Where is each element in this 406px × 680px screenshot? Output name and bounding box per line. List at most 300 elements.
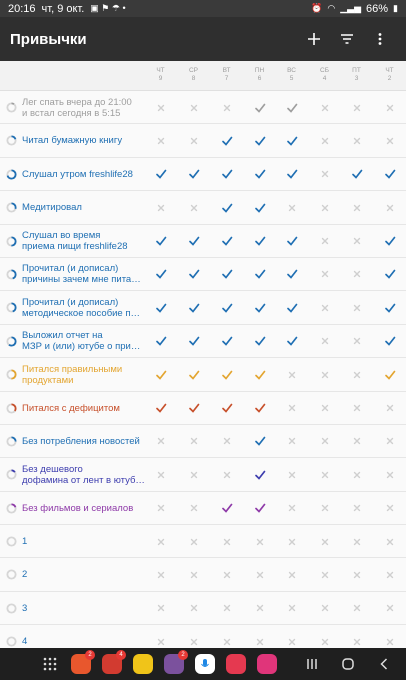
checkmark-icon xyxy=(254,168,266,180)
habit-day-checkbox[interactable] xyxy=(243,325,276,358)
habit-progress-ring xyxy=(6,603,17,614)
day-number: 3 xyxy=(354,75,359,82)
viber-icon[interactable] xyxy=(164,654,184,674)
day-abbr: ВС xyxy=(287,67,296,74)
habit-row[interactable] xyxy=(0,225,406,258)
more-vert-icon xyxy=(373,32,387,46)
notification-icons: ▣ ⚑ ☂ • xyxy=(90,3,126,13)
habit-progress-ring xyxy=(6,469,17,480)
habit-day-checkbox[interactable] xyxy=(275,392,308,425)
habit-day-checkbox[interactable] xyxy=(275,158,308,191)
habit-day-checkbox[interactable] xyxy=(275,91,308,124)
habit-day-checkbox[interactable] xyxy=(177,191,210,224)
day-abbr: ПТ xyxy=(352,67,361,74)
habit-day-checkbox[interactable] xyxy=(177,592,210,625)
habit-day-checkbox[interactable] xyxy=(308,492,341,525)
day-column-header xyxy=(275,67,308,83)
habit-name: 4 xyxy=(22,636,28,648)
habit-day-checkbox[interactable] xyxy=(243,191,276,224)
checkmark-icon xyxy=(384,335,396,347)
habit-row[interactable] xyxy=(0,392,406,425)
filter-icon xyxy=(340,32,354,46)
habit-day-checkbox[interactable] xyxy=(340,91,373,124)
habit-row[interactable] xyxy=(0,258,406,291)
checkmark-icon xyxy=(221,302,233,314)
checkmark-icon xyxy=(221,402,233,414)
habit-day-checkbox[interactable] xyxy=(340,425,373,458)
habit-day-checkbox[interactable] xyxy=(210,392,243,425)
add-icon xyxy=(307,32,321,46)
habit-day-checkbox[interactable] xyxy=(308,225,341,258)
apps-grid-icon[interactable] xyxy=(40,654,60,674)
habit-day-checkbox[interactable] xyxy=(144,492,177,525)
habit-day-checkbox[interactable] xyxy=(308,558,341,591)
habit-name: Прочитал (и дописал) причины зачем мне пита… xyxy=(22,263,141,286)
day-abbr: ЧТ xyxy=(385,67,394,74)
habit-day-checkbox[interactable] xyxy=(144,91,177,124)
day-number: 4 xyxy=(322,75,327,82)
cross-icon xyxy=(384,636,396,648)
cross-icon xyxy=(384,135,396,147)
habit-day-checkbox[interactable] xyxy=(210,358,243,391)
habit-day-checkbox[interactable] xyxy=(373,124,406,157)
habit-day-checkbox[interactable] xyxy=(373,592,406,625)
cross-icon xyxy=(286,469,298,481)
battery-level: 66% xyxy=(366,2,389,15)
more-options-button[interactable] xyxy=(363,23,396,56)
habit-day-checkbox[interactable] xyxy=(243,225,276,258)
habit-day-checkbox[interactable] xyxy=(210,492,243,525)
habit-progress-ring xyxy=(6,302,17,313)
cross-icon xyxy=(155,135,167,147)
cross-icon xyxy=(221,435,233,447)
habit-day-checkbox[interactable] xyxy=(177,291,210,324)
habit-day-checkbox[interactable] xyxy=(275,558,308,591)
checkmark-icon xyxy=(384,369,396,381)
habit-day-checkbox[interactable] xyxy=(210,592,243,625)
habit-day-checkbox[interactable] xyxy=(144,258,177,291)
habit-day-checkbox[interactable] xyxy=(243,392,276,425)
habit-day-checkbox[interactable] xyxy=(144,325,177,358)
checkmark-icon xyxy=(286,335,298,347)
habit-day-checkbox[interactable] xyxy=(275,358,308,391)
checkmark-icon xyxy=(286,302,298,314)
habit-day-checkbox[interactable] xyxy=(243,124,276,157)
day-column-header xyxy=(340,67,373,83)
cross-icon xyxy=(351,202,363,214)
habit-row[interactable] xyxy=(0,425,406,458)
habit-day-checkbox[interactable] xyxy=(340,124,373,157)
cross-icon xyxy=(155,536,167,548)
checkmark-icon xyxy=(155,302,167,314)
habit-name: Без фильмов и сериалов xyxy=(22,502,134,514)
checkmark-icon xyxy=(221,135,233,147)
habit-list xyxy=(0,91,406,659)
habit-day-checkbox[interactable] xyxy=(308,91,341,124)
habit-day-checkbox[interactable] xyxy=(308,191,341,224)
habit-day-checkbox[interactable] xyxy=(340,458,373,491)
habit-day-checkbox[interactable] xyxy=(210,458,243,491)
cross-icon xyxy=(286,536,298,548)
habit-day-checkbox[interactable] xyxy=(243,291,276,324)
habit-row[interactable] xyxy=(0,358,406,391)
habit-day-checkbox[interactable] xyxy=(373,392,406,425)
cross-icon xyxy=(384,469,396,481)
habit-day-checkbox[interactable] xyxy=(177,91,210,124)
habit-day-checkbox[interactable] xyxy=(144,124,177,157)
screen-recorder-icon[interactable] xyxy=(226,654,246,674)
habit-progress-ring xyxy=(6,569,17,580)
habit-row[interactable] xyxy=(0,158,406,191)
habit-row[interactable] xyxy=(0,325,406,358)
checkmark-icon xyxy=(188,302,200,314)
habit-day-checkbox[interactable] xyxy=(308,425,341,458)
cross-icon xyxy=(254,536,266,548)
habit-day-checkbox[interactable] xyxy=(373,358,406,391)
day-number: 5 xyxy=(289,75,294,82)
day-column-header xyxy=(210,67,243,83)
cross-icon xyxy=(286,502,298,514)
cross-icon xyxy=(188,102,200,114)
habit-progress-ring xyxy=(6,236,17,247)
cross-icon xyxy=(319,636,331,648)
habit-day-checkbox[interactable] xyxy=(373,291,406,324)
checkmark-icon xyxy=(254,335,266,347)
habit-day-checkbox[interactable] xyxy=(340,158,373,191)
cross-icon xyxy=(254,569,266,581)
habit-day-checkbox[interactable] xyxy=(177,492,210,525)
habit-day-checkbox[interactable] xyxy=(308,158,341,191)
habit-day-checkbox[interactable] xyxy=(275,191,308,224)
habit-row[interactable] xyxy=(0,191,406,224)
habit-day-checkbox[interactable] xyxy=(243,258,276,291)
habit-day-checkbox[interactable] xyxy=(210,258,243,291)
habit-progress-ring xyxy=(6,102,17,113)
status-date: чт, 9 окт. xyxy=(41,2,85,15)
day-number: 6 xyxy=(257,75,262,82)
habit-day-checkbox[interactable] xyxy=(177,124,210,157)
filter-button[interactable] xyxy=(330,23,363,56)
habit-day-checkbox[interactable] xyxy=(243,525,276,558)
checkmark-icon xyxy=(254,302,266,314)
habit-day-checkbox[interactable] xyxy=(308,124,341,157)
habit-day-checkbox[interactable] xyxy=(340,191,373,224)
cross-icon xyxy=(351,102,363,114)
checkmark-icon xyxy=(384,168,396,180)
habit-name: Медитировал xyxy=(22,202,82,214)
habit-day-checkbox[interactable] xyxy=(210,558,243,591)
cross-icon xyxy=(221,636,233,648)
checkmark-icon xyxy=(254,369,266,381)
habit-day-checkbox[interactable] xyxy=(275,225,308,258)
day-column-header xyxy=(177,67,210,83)
habit-day-checkbox[interactable] xyxy=(275,458,308,491)
habit-day-checkbox[interactable] xyxy=(177,325,210,358)
cross-icon xyxy=(286,636,298,648)
cross-icon xyxy=(384,202,396,214)
checkmark-icon xyxy=(351,168,363,180)
cross-icon xyxy=(254,602,266,614)
habit-day-checkbox[interactable] xyxy=(340,258,373,291)
habit-day-checkbox[interactable] xyxy=(275,525,308,558)
cross-icon xyxy=(188,435,200,447)
habit-progress-ring xyxy=(6,269,17,280)
habit-day-checkbox[interactable] xyxy=(210,225,243,258)
habit-day-checkbox[interactable] xyxy=(144,525,177,558)
cross-icon xyxy=(384,102,396,114)
habit-day-checkbox[interactable] xyxy=(243,91,276,124)
habit-day-checkbox[interactable] xyxy=(144,458,177,491)
habit-day-checkbox[interactable] xyxy=(308,458,341,491)
cross-icon xyxy=(221,102,233,114)
back-icon[interactable] xyxy=(366,650,402,678)
cross-icon xyxy=(351,369,363,381)
habit-progress-ring xyxy=(6,135,17,146)
habit-day-checkbox[interactable] xyxy=(340,358,373,391)
home-icon[interactable] xyxy=(330,650,366,678)
habit-day-checkbox[interactable] xyxy=(144,592,177,625)
habit-name: 2 xyxy=(22,569,28,581)
checkmark-icon xyxy=(254,102,266,114)
habit-row[interactable] xyxy=(0,291,406,324)
habit-day-checkbox[interactable] xyxy=(373,492,406,525)
habit-name: Слушал во время приема пищи freshlife28 xyxy=(22,230,128,253)
checkmark-icon xyxy=(155,268,167,280)
habit-day-checkbox[interactable] xyxy=(243,458,276,491)
habit-row[interactable] xyxy=(0,558,406,591)
habit-day-checkbox[interactable] xyxy=(308,592,341,625)
habit-day-checkbox[interactable] xyxy=(144,358,177,391)
habit-progress-ring xyxy=(6,436,17,447)
habit-day-checkbox[interactable] xyxy=(340,525,373,558)
habit-day-checkbox[interactable] xyxy=(373,525,406,558)
cross-icon xyxy=(188,636,200,648)
habit-day-checkbox[interactable] xyxy=(243,358,276,391)
day-abbr: СБ xyxy=(320,67,329,74)
red-app-icon[interactable] xyxy=(102,654,122,674)
checkmark-icon xyxy=(221,369,233,381)
habit-day-checkbox[interactable] xyxy=(373,325,406,358)
habit-day-checkbox[interactable] xyxy=(373,158,406,191)
cross-icon xyxy=(155,636,167,648)
checkmark-icon xyxy=(155,402,167,414)
checkmark-icon xyxy=(221,168,233,180)
habit-day-checkbox[interactable] xyxy=(373,558,406,591)
habit-day-checkbox[interactable] xyxy=(210,91,243,124)
cross-icon xyxy=(319,469,331,481)
wifi-icon: ◠ xyxy=(327,3,336,13)
habit-day-checkbox[interactable] xyxy=(308,525,341,558)
habit-name: 3 xyxy=(22,602,28,614)
cross-icon xyxy=(351,402,363,414)
habit-day-checkbox[interactable] xyxy=(144,425,177,458)
habit-day-checkbox[interactable] xyxy=(340,392,373,425)
day-column-header xyxy=(308,67,341,83)
habit-day-checkbox[interactable] xyxy=(177,258,210,291)
cross-icon xyxy=(188,602,200,614)
habit-day-checkbox[interactable] xyxy=(340,492,373,525)
cross-icon xyxy=(351,602,363,614)
cross-icon xyxy=(319,502,331,514)
habit-day-checkbox[interactable] xyxy=(275,592,308,625)
habit-day-checkbox[interactable] xyxy=(275,325,308,358)
recents-icon[interactable] xyxy=(294,650,330,678)
habit-progress-ring xyxy=(6,169,17,180)
telegram-icon[interactable] xyxy=(133,654,153,674)
cross-icon xyxy=(319,369,331,381)
signal-icon: ▁▃▅ xyxy=(340,3,362,13)
checkmark-icon xyxy=(188,335,200,347)
habit-day-checkbox[interactable] xyxy=(177,525,210,558)
habit-day-checkbox[interactable] xyxy=(210,158,243,191)
habit-day-checkbox[interactable] xyxy=(373,91,406,124)
habit-day-checkbox[interactable] xyxy=(340,291,373,324)
habit-day-checkbox[interactable] xyxy=(177,158,210,191)
habit-row[interactable] xyxy=(0,458,406,491)
habit-name: Слушал утром freshlife28 xyxy=(22,168,133,180)
habit-day-checkbox[interactable] xyxy=(210,124,243,157)
navigation-bar xyxy=(0,648,406,680)
habit-name: Лег спать вчера до 21:00 и встал сегодня в 5:15 xyxy=(22,96,132,119)
habit-day-checkbox[interactable] xyxy=(373,458,406,491)
status-time: 20:16 xyxy=(8,2,36,15)
cross-icon xyxy=(384,435,396,447)
habit-day-checkbox[interactable] xyxy=(275,258,308,291)
day-header xyxy=(0,61,406,91)
checkmark-icon xyxy=(188,235,200,247)
habit-day-checkbox[interactable] xyxy=(144,291,177,324)
day-column-header xyxy=(373,67,406,83)
cross-icon xyxy=(188,135,200,147)
habit-day-checkbox[interactable] xyxy=(275,291,308,324)
habit-day-checkbox[interactable] xyxy=(144,158,177,191)
day-number: 7 xyxy=(224,75,229,82)
habit-day-checkbox[interactable] xyxy=(275,492,308,525)
habit-progress-ring xyxy=(6,536,17,547)
cross-icon xyxy=(188,536,200,548)
habit-day-checkbox[interactable] xyxy=(308,358,341,391)
cross-icon xyxy=(221,602,233,614)
checkmark-icon xyxy=(254,402,266,414)
habit-row[interactable] xyxy=(0,592,406,625)
battery-icon: ▮ xyxy=(393,3,398,13)
habit-day-checkbox[interactable] xyxy=(177,358,210,391)
habit-day-checkbox[interactable] xyxy=(144,558,177,591)
cross-icon xyxy=(319,135,331,147)
habit-day-checkbox[interactable] xyxy=(243,592,276,625)
cross-icon xyxy=(384,569,396,581)
checkmark-icon xyxy=(155,168,167,180)
cross-icon xyxy=(188,502,200,514)
cross-icon xyxy=(319,402,331,414)
habit-day-checkbox[interactable] xyxy=(373,225,406,258)
habit-day-checkbox[interactable] xyxy=(144,392,177,425)
habit-day-checkbox[interactable] xyxy=(243,158,276,191)
habit-day-checkbox[interactable] xyxy=(373,191,406,224)
habit-day-checkbox[interactable] xyxy=(210,525,243,558)
habit-day-checkbox[interactable] xyxy=(210,425,243,458)
cross-icon xyxy=(384,602,396,614)
checkmark-icon xyxy=(254,469,266,481)
habit-row[interactable] xyxy=(0,124,406,157)
cross-icon xyxy=(286,602,298,614)
habit-day-checkbox[interactable] xyxy=(243,492,276,525)
habit-progress-ring xyxy=(6,369,17,380)
habit-day-checkbox[interactable] xyxy=(177,558,210,591)
habit-day-checkbox[interactable] xyxy=(340,558,373,591)
habit-day-checkbox[interactable] xyxy=(210,191,243,224)
day-number: 2 xyxy=(387,75,392,82)
flower-app-icon[interactable] xyxy=(257,654,277,674)
cross-icon xyxy=(155,602,167,614)
habit-day-checkbox[interactable] xyxy=(144,191,177,224)
cross-icon xyxy=(351,135,363,147)
cross-icon xyxy=(286,402,298,414)
checkmark-icon xyxy=(254,135,266,147)
habit-day-checkbox[interactable] xyxy=(177,225,210,258)
habit-day-checkbox[interactable] xyxy=(177,425,210,458)
habit-day-checkbox[interactable] xyxy=(373,258,406,291)
habit-day-checkbox[interactable] xyxy=(373,425,406,458)
habit-day-checkbox[interactable] xyxy=(308,392,341,425)
checkmark-icon xyxy=(286,135,298,147)
habit-day-checkbox[interactable] xyxy=(308,258,341,291)
habit-day-checkbox[interactable] xyxy=(243,558,276,591)
cross-icon xyxy=(286,202,298,214)
page-title: Привычки xyxy=(10,30,87,48)
cross-icon xyxy=(351,335,363,347)
habit-day-checkbox[interactable] xyxy=(243,425,276,458)
alarm-icon: ⏰ xyxy=(311,3,323,13)
habit-row[interactable] xyxy=(0,492,406,525)
cross-icon xyxy=(286,369,298,381)
habit-day-checkbox[interactable] xyxy=(210,291,243,324)
day-number: 8 xyxy=(191,75,196,82)
add-habit-button[interactable] xyxy=(297,23,330,56)
day-abbr: ВТ xyxy=(222,67,231,74)
habit-name: Без дешевого дофамина от лент в ютуб… xyxy=(22,463,145,486)
cross-icon xyxy=(254,636,266,648)
checkmark-icon xyxy=(188,268,200,280)
habit-row[interactable] xyxy=(0,525,406,558)
cross-icon xyxy=(155,202,167,214)
cross-icon xyxy=(384,502,396,514)
habit-row[interactable] xyxy=(0,91,406,124)
cross-icon xyxy=(351,469,363,481)
cross-icon xyxy=(155,435,167,447)
habit-name: 1 xyxy=(22,536,28,548)
habit-day-checkbox[interactable] xyxy=(177,392,210,425)
habit-day-checkbox[interactable] xyxy=(340,325,373,358)
games-app-icon[interactable] xyxy=(71,654,91,674)
day-abbr: ПН xyxy=(254,67,265,74)
habit-day-checkbox[interactable] xyxy=(340,592,373,625)
habit-progress-ring xyxy=(6,636,17,647)
voice-icon[interactable] xyxy=(195,654,215,674)
cross-icon xyxy=(351,435,363,447)
checkmark-icon xyxy=(221,202,233,214)
habit-day-checkbox[interactable] xyxy=(308,291,341,324)
habit-day-checkbox[interactable] xyxy=(275,425,308,458)
cross-icon xyxy=(319,302,331,314)
habit-day-checkbox[interactable] xyxy=(177,458,210,491)
habit-day-checkbox[interactable] xyxy=(144,225,177,258)
habit-day-checkbox[interactable] xyxy=(308,325,341,358)
cross-icon xyxy=(351,569,363,581)
habit-day-checkbox[interactable] xyxy=(210,325,243,358)
habit-day-checkbox[interactable] xyxy=(275,124,308,157)
habit-day-checkbox[interactable] xyxy=(340,225,373,258)
